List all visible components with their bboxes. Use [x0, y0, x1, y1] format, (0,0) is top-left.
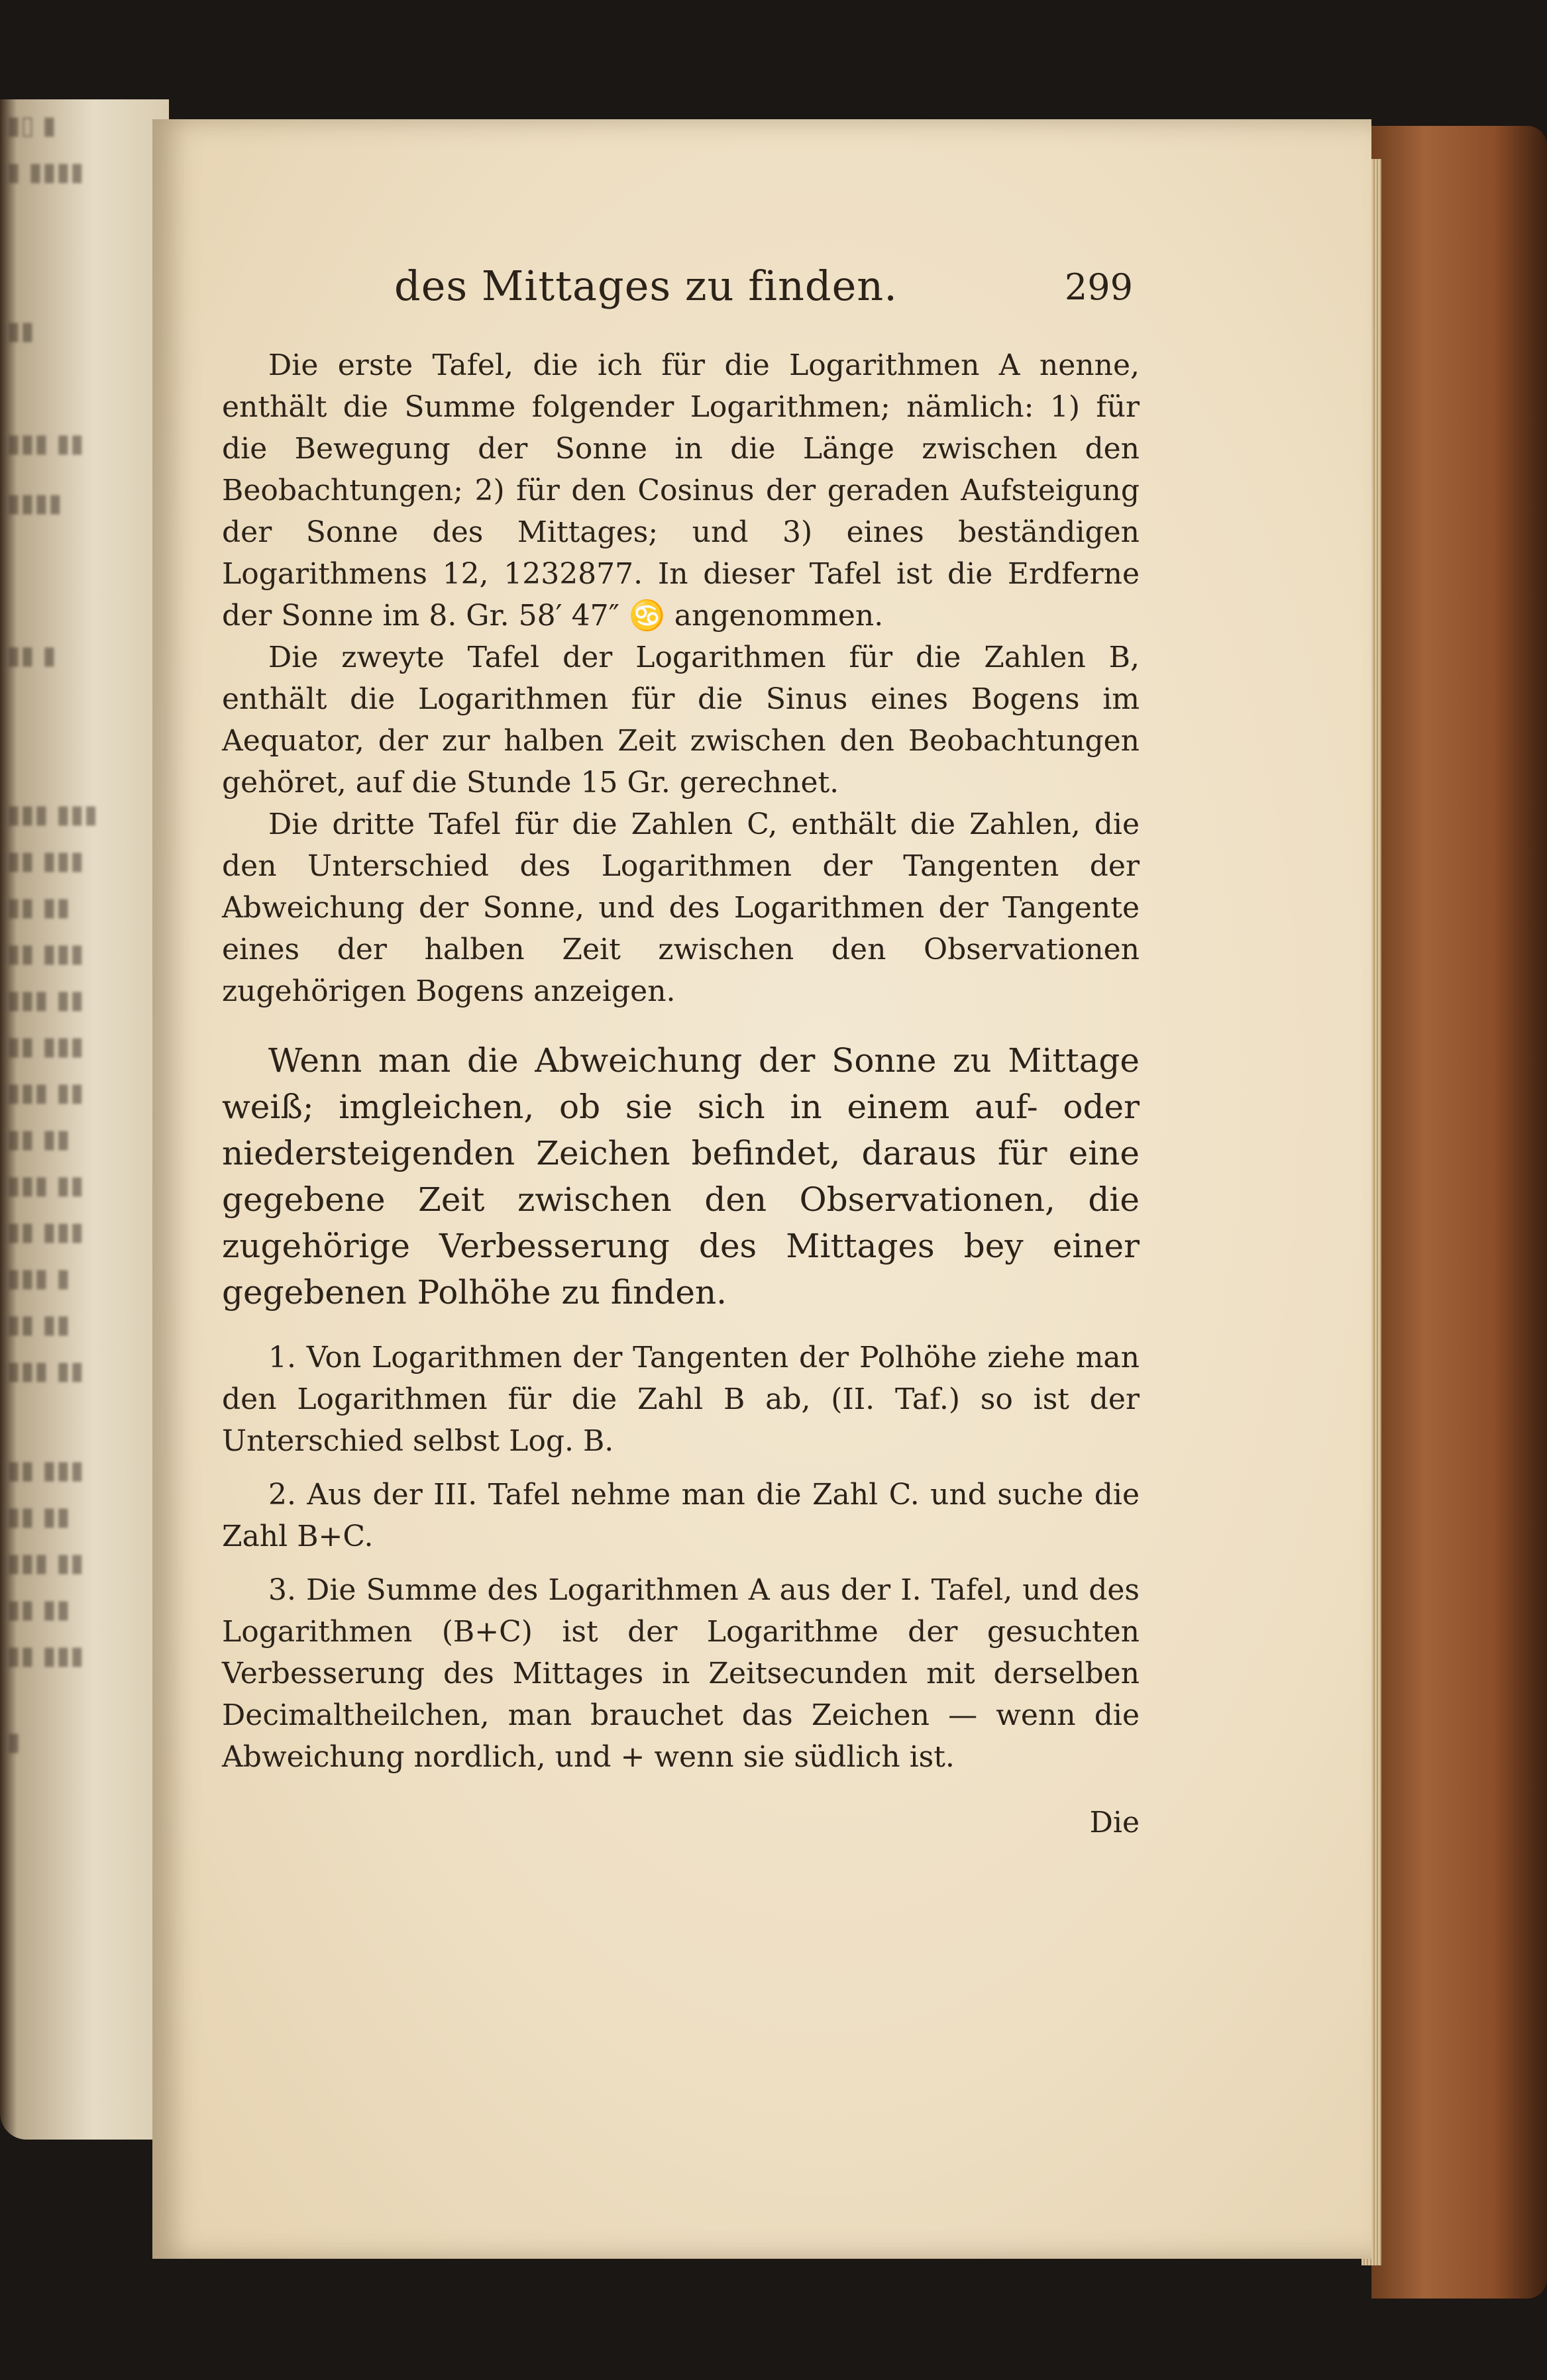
section-heading: Wenn man die Abweichung der Sonne zu Mittage weiß; imgleichen, ob sie sich in einem auf- oder niedersteigenden Zeichen befindet, daraus für eine gegebene Zeit zwischen den Observationen, die zugehörige Verbesserung des Mittages bey einer gegebenen Polhöhe zu finden. [222, 1041, 1140, 1312]
page-number: 299 [1064, 266, 1133, 308]
running-header [222, 262, 1140, 325]
paragraph: Die erste Tafel, die ich für die Logarithmen A nenne, enthält die Summe folgender Logarithmen; nämlich: 1) für die Bewegung der Sonne in die Länge zwischen den Beobachtungen; 2) für den Cosinus der geraden Aufsteigung der Sonne des Mittages; und 3) eines beständigen Logarithmens 12, 1232877. In dieser Tafel ist die Erdferne der Sonne im 8. Gr. 58′ 47″ ♋ angenommen. [222, 348, 1140, 633]
catchword: Die [1089, 1806, 1140, 1839]
book-binding [1371, 126, 1547, 2299]
step: 2. Aus der III. Tafel nehme man die Zahl C. und suche die Zahl B+C. [222, 1478, 1140, 1553]
page-text [222, 262, 1140, 1843]
running-title: des Mittages zu finden. [394, 262, 898, 310]
paragraph: Die dritte Tafel für die Zahlen C, enthält die Zahlen, die den Unterschied des Logarithmen der Tangenten der Abweichung der Sonne, und des Logarithmen der Tangente eines der halben Zeit zwischen den Observationen zugehörigen Bogens anzeigen. [222, 807, 1140, 1008]
step: 3. Die Summe des Logarithmen A aus der I. Tafel, und des Logarithmen (B+C) ist der Logarithme der gesuchten Verbesserung des Mittages in Zeitsecunden mit derselben Decimaltheilchen, man brauchet das Zeichen — wenn die Abweichung nordlich, und + wenn sie südlich ist. [222, 1573, 1140, 1774]
step: 1. Von Logarithmen der Tangenten der Polhöhe ziehe man den Logarithmen für die Zahl B ab, (II. Taf.) so ist der Unterschied selbst Log. B. [222, 1341, 1140, 1458]
facing-page-bleed-text: ▮▯ ▮ ▮ ▮▮▮▮ ▮▮ ▮▮▮ ▮▮ ▮▮▮▮ ▮▮ ▮ ▮▮▮ ▮▮▮ ▮▮ ▮▮▮ ▮▮ ▮▮ ▮▮ ▮▮▮ ▮▮▮ ▮▮ ▮▮ ▮▮▮ ▮▮▮ ▮▮ ▮▮ ▮▮ ▮▮▮ ▮▮ ▮▮ ▮▮▮ ▮▮▮ ▮ ▮▮ ▮▮ ▮▮▮ ▮▮ ▮▮ ▮▮▮ ▮▮ ▮▮ ▮▮▮ ▮▮ ▮▮ ▮▮ ▮▮ ▮▮▮ ▮ [7, 111, 98, 1756]
paragraph: Die zweyte Tafel der Logarithmen für die Zahlen B, enthält die Logarithmen für die Sinus eines Bogens im Aequator, der zur halben Zeit zwischen den Beobachtungen gehöret, auf die Stunde 15 Gr. gerechnet. [222, 641, 1140, 800]
facing-page [0, 99, 169, 2140]
